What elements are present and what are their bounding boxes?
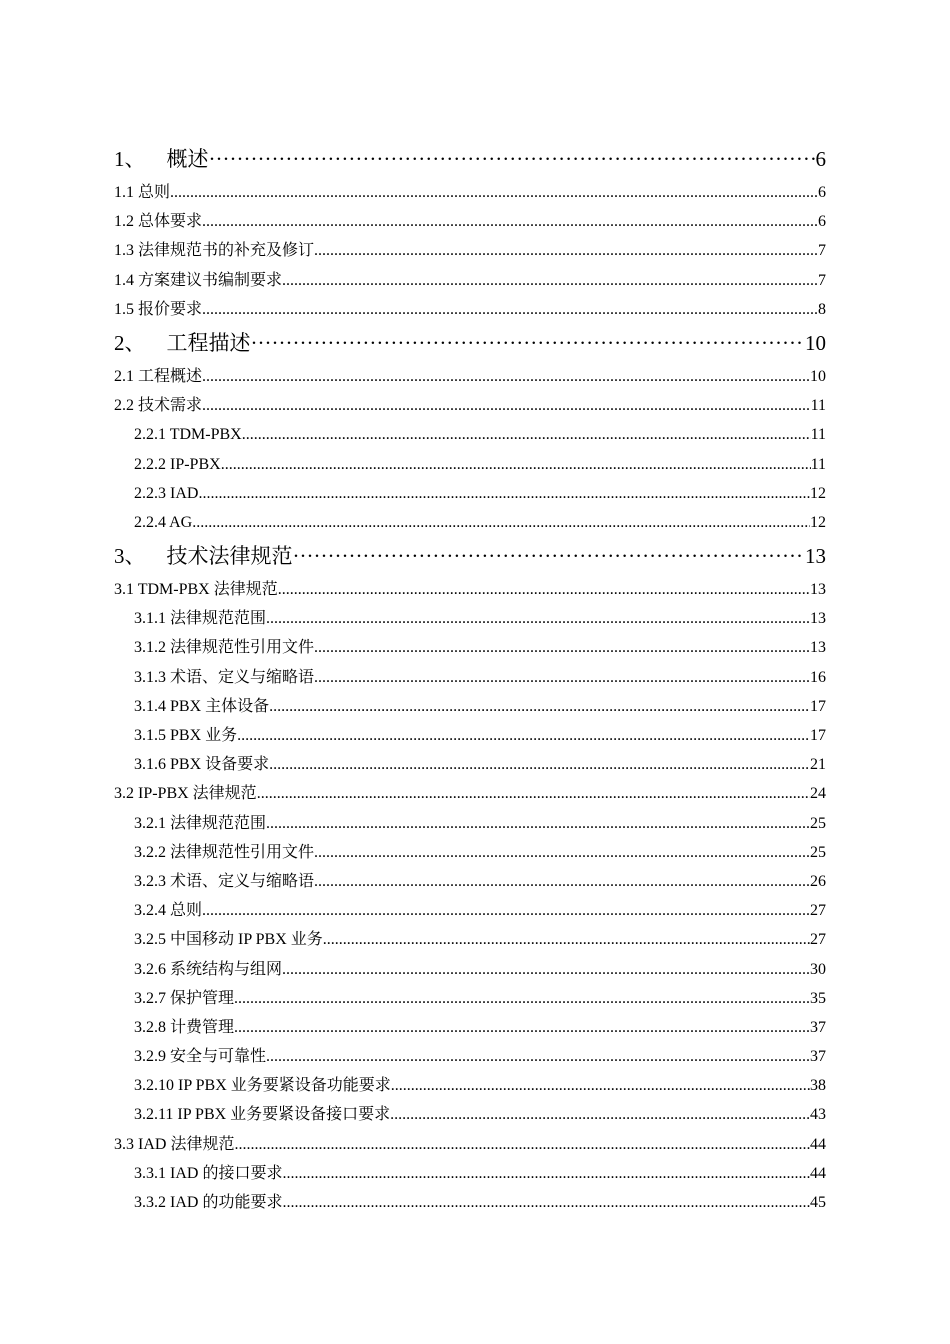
toc-page-number: 11 <box>810 455 826 473</box>
toc-entry-title: 1.2 总体要求 <box>114 213 203 231</box>
toc-page-number: 44 <box>810 1135 826 1153</box>
toc-entry-title: 2.1 工程概述 <box>114 367 203 385</box>
toc-page-number: 8 <box>818 300 826 318</box>
toc-entry-title: 3.2 IP-PBX 法律规范 <box>114 785 257 803</box>
toc-entry-title: 3.2.10 IP PBX 业务要紧设备功能要求 <box>134 1077 391 1095</box>
toc-entry-2-2-4[interactable] <box>114 508 826 537</box>
toc-page-number: 21 <box>810 756 826 774</box>
toc-entry-1-2[interactable] <box>114 207 826 236</box>
toc-entry-title: 3.3 IAD 法律规范 <box>114 1135 235 1153</box>
toc-page-number: 45 <box>810 1194 826 1211</box>
toc-entry-title: 1.3 法律规范书的补充及修订 <box>114 242 315 260</box>
toc-entry-title: 3.2.7 保护管理 <box>134 989 235 1007</box>
toc-page-number: 24 <box>810 785 826 803</box>
toc-page-number: 37 <box>810 1018 826 1036</box>
toc-entry-2[interactable] <box>114 324 826 362</box>
toc-entry-2-2-2[interactable] <box>114 450 826 479</box>
toc-entry-3-2-10[interactable] <box>114 1071 826 1100</box>
toc-page-number: 25 <box>810 843 826 861</box>
toc-page-number: 7 <box>818 242 826 260</box>
toc-entry-3-3[interactable] <box>114 1130 826 1159</box>
toc-entry-title: 2.2.3 IAD <box>134 484 199 502</box>
toc-entry-3-1-6[interactable] <box>114 750 826 779</box>
toc-entry-title: 3.1.2 法律规范性引用文件 <box>134 639 315 657</box>
toc-entry-3-3-1[interactable] <box>114 1159 826 1188</box>
toc-page-number: 12 <box>810 484 826 502</box>
toc-page-number: 35 <box>810 989 826 1007</box>
toc-page-number: 6 <box>818 213 826 231</box>
toc-entry-3-1-3[interactable] <box>114 663 826 692</box>
toc-entry-1-5[interactable] <box>114 295 826 324</box>
toc-page-number: 13 <box>805 544 826 569</box>
toc-entry-title: 3.3.2 IAD 的功能要求 <box>134 1194 283 1211</box>
toc-entry-2-2[interactable] <box>114 391 826 420</box>
toc-entry-3-2-2[interactable] <box>114 838 826 867</box>
toc-page-number: 13 <box>810 639 826 657</box>
toc-entry-title: 3.1.5 PBX 业务 <box>134 727 238 744</box>
toc-page-number: 13 <box>810 581 826 599</box>
toc-entry-3[interactable] <box>114 537 826 575</box>
toc-page-number: 44 <box>810 1164 826 1182</box>
toc-page-number: 6 <box>815 147 826 171</box>
toc-entry-3-1-5[interactable] <box>114 721 826 750</box>
toc-page-number: 6 <box>818 184 826 201</box>
toc-page-number: 27 <box>810 931 826 949</box>
toc-entry-title: 3、 技术法律规范 <box>114 544 293 569</box>
toc-page-number: 30 <box>810 960 826 978</box>
toc-entry-title: 2、 工程描述 <box>114 330 251 355</box>
toc-entry-2-1[interactable] <box>114 362 826 391</box>
toc-entry-title: 3.2.3 术语、定义与缩略语 <box>134 872 315 890</box>
toc-entry-title: 3.3.1 IAD 的接口要求 <box>134 1164 283 1182</box>
toc-entry-3-3-2[interactable] <box>114 1188 826 1217</box>
toc-entry-3-2-5[interactable] <box>114 925 826 954</box>
toc-entry-3-2-6[interactable] <box>114 955 826 984</box>
toc-entry-3-2-1[interactable] <box>114 809 826 838</box>
toc-entry-title: 2.2.1 TDM-PBX <box>134 426 242 444</box>
toc-page-number: 10 <box>805 330 826 355</box>
toc-page-number: 17 <box>810 727 826 744</box>
toc-page-number: 37 <box>810 1048 826 1066</box>
toc-page-number: 17 <box>810 697 826 715</box>
toc-entry-title: 3.1.4 PBX 主体设备 <box>134 697 270 715</box>
toc-page-number: 25 <box>810 814 826 832</box>
toc-entry-title: 3.2.11 IP PBX 业务要紧设备接口要求 <box>134 1106 391 1124</box>
toc-entry-3-2-4[interactable] <box>114 896 826 925</box>
table-of-contents <box>114 140 826 1217</box>
toc-entry-3-1-1[interactable] <box>114 604 826 633</box>
toc-entry-title: 2.2 技术需求 <box>114 397 203 415</box>
toc-entry-title: 3.1.6 PBX 设备要求 <box>134 756 270 774</box>
toc-entry-3-2-3[interactable] <box>114 867 826 896</box>
toc-entry-3-1-4[interactable] <box>114 692 826 721</box>
toc-page-number: 11 <box>810 426 826 444</box>
toc-page-number: 10 <box>810 367 826 385</box>
toc-entry-title: 3.1 TDM-PBX 法律规范 <box>114 581 278 599</box>
toc-page-number: 11 <box>810 397 826 415</box>
toc-entry-3-2-9[interactable] <box>114 1042 826 1071</box>
toc-entry-title: 3.2.5 中国移动 IP PBX 业务 <box>134 931 323 949</box>
toc-page-number: 26 <box>810 872 826 890</box>
toc-entry-title: 3.2.1 法律规范范围 <box>134 814 267 832</box>
toc-entry-title: 3.2.2 法律规范性引用文件 <box>134 843 315 861</box>
toc-entry-title: 1.5 报价要求 <box>114 300 203 318</box>
toc-page-number: 16 <box>810 668 826 686</box>
toc-entry-2-2-3[interactable] <box>114 479 826 508</box>
toc-entry-title: 1、 概述 <box>114 147 209 171</box>
toc-page-number: 43 <box>810 1106 826 1124</box>
toc-page-number: 38 <box>810 1077 826 1095</box>
toc-entry-3-2-8[interactable] <box>114 1013 826 1042</box>
toc-page-number: 13 <box>810 610 826 628</box>
toc-entry-title: 3.2.8 计费管理 <box>134 1018 235 1036</box>
toc-entry-title: 1.4 方案建议书编制要求 <box>114 271 283 289</box>
toc-entry-1-3[interactable] <box>114 236 826 265</box>
toc-entry-title: 1.1 总则 <box>114 184 171 201</box>
toc-page-number: 12 <box>810 513 826 531</box>
toc-entry-title: 3.2.4 总则 <box>134 902 203 920</box>
toc-entry-title: 3.1.1 法律规范范围 <box>134 610 267 628</box>
toc-entry-3-2-7[interactable] <box>114 984 826 1013</box>
toc-entry-title: 2.2.4 AG <box>134 513 193 531</box>
toc-page-number: 27 <box>810 902 826 920</box>
toc-entry-3-1[interactable] <box>114 575 826 604</box>
toc-entry-3-2[interactable] <box>114 779 826 808</box>
toc-entry-title: 3.2.6 系统结构与组网 <box>134 960 283 978</box>
toc-entry-title: 3.2.9 安全与可靠性 <box>134 1048 267 1066</box>
toc-entry-1[interactable] <box>114 140 826 178</box>
toc-page-number: 7 <box>818 271 826 289</box>
toc-entry-3-1-2[interactable] <box>114 633 826 662</box>
toc-entry-1-4[interactable] <box>114 266 826 295</box>
toc-entry-2-2-1[interactable] <box>114 420 826 449</box>
toc-entry-title: 2.2.2 IP-PBX <box>134 455 221 473</box>
toc-entry-title: 3.1.3 术语、定义与缩略语 <box>134 668 315 686</box>
toc-entry-3-2-11[interactable] <box>114 1100 826 1129</box>
toc-entry-1-1[interactable] <box>114 178 826 207</box>
